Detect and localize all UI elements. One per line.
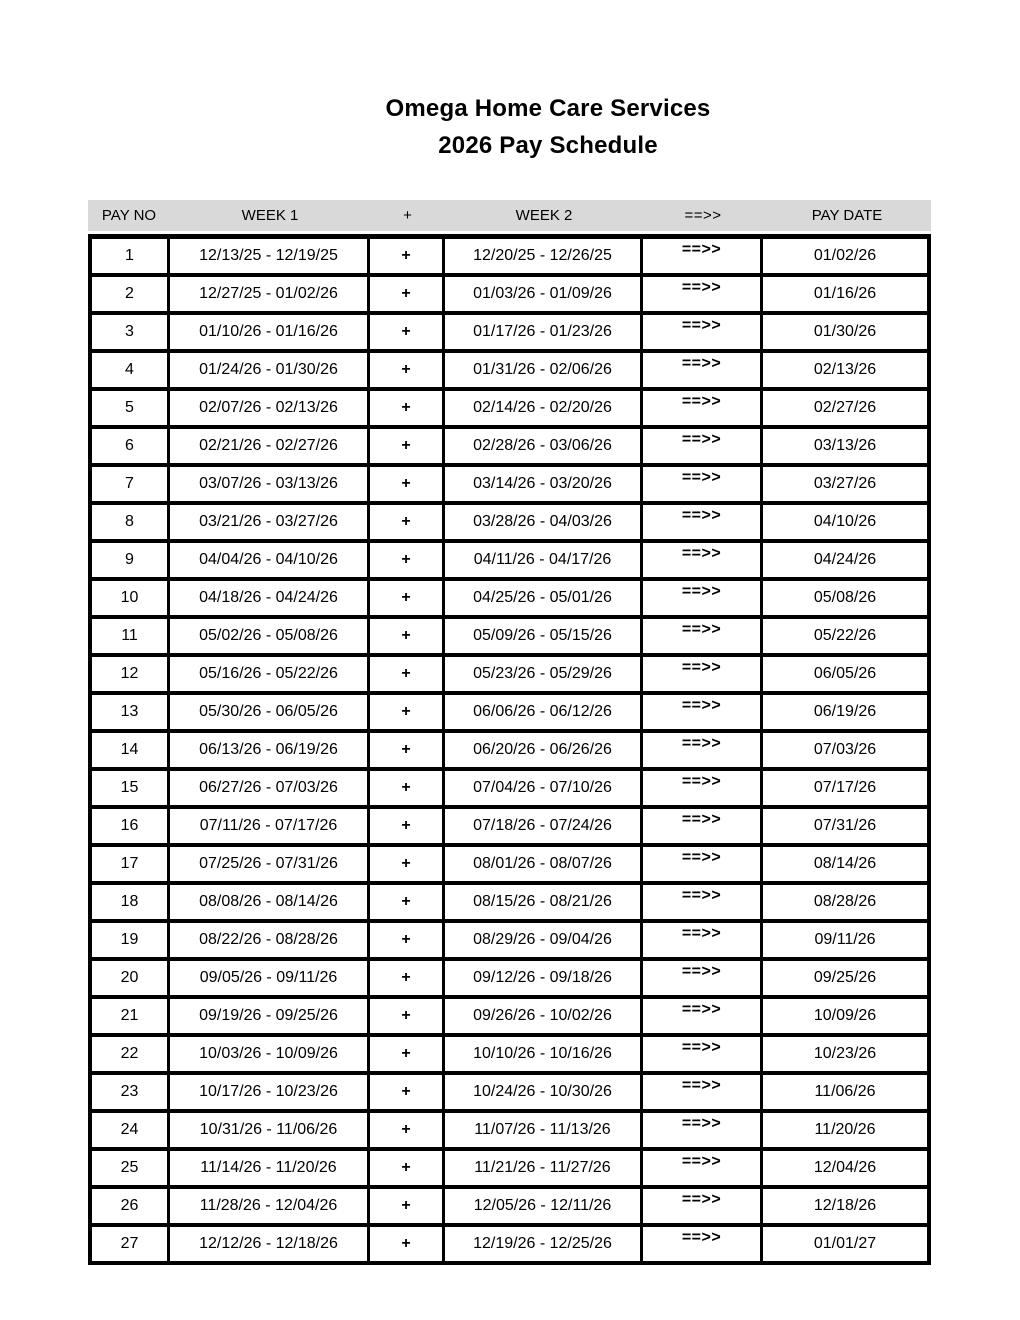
week2-cell: 06/06/26 - 06/12/26	[445, 695, 643, 733]
week1-cell: 10/31/26 - 11/06/26	[170, 1113, 370, 1151]
arrow-cell: ==>>	[643, 847, 763, 885]
week1-cell: 04/18/26 - 04/24/26	[170, 581, 370, 619]
week1-cell: 05/16/26 - 05/22/26	[170, 657, 370, 695]
table-row	[88, 657, 931, 695]
plus-cell: +	[370, 809, 445, 847]
document-subtitle: 2026 Pay Schedule	[438, 132, 658, 159]
week2-cell: 05/23/26 - 05/29/26	[445, 657, 643, 695]
pay-no-cell: 14	[88, 733, 170, 771]
arrow-cell: ==>>	[643, 467, 763, 505]
table-row	[88, 695, 931, 733]
table-row	[88, 277, 931, 315]
arrow-cell: ==>>	[643, 885, 763, 923]
col-header-plus: +	[370, 200, 445, 234]
plus-cell: +	[370, 543, 445, 581]
week2-cell: 01/03/26 - 01/09/26	[445, 277, 643, 315]
pay-schedule-table	[88, 200, 931, 1265]
plus-cell: +	[370, 353, 445, 391]
table-row	[88, 353, 931, 391]
arrow-cell: ==>>	[643, 1227, 763, 1265]
pay-date-cell: 05/08/26	[763, 581, 931, 619]
table-row	[88, 961, 931, 999]
pay-date-cell: 12/04/26	[763, 1151, 931, 1189]
table-row	[88, 1075, 931, 1113]
arrow-cell: ==>>	[643, 1037, 763, 1075]
pay-date-cell: 04/10/26	[763, 505, 931, 543]
plus-cell: +	[370, 999, 445, 1037]
pay-date-cell: 10/23/26	[763, 1037, 931, 1075]
pay-no-cell: 11	[88, 619, 170, 657]
week1-cell: 09/19/26 - 09/25/26	[170, 999, 370, 1037]
week2-cell: 08/29/26 - 09/04/26	[445, 923, 643, 961]
table-row	[88, 581, 931, 619]
week2-cell: 09/26/26 - 10/02/26	[445, 999, 643, 1037]
plus-cell: +	[370, 429, 445, 467]
arrow-cell: ==>>	[643, 923, 763, 961]
week2-cell: 02/14/26 - 02/20/26	[445, 391, 643, 429]
plus-cell: +	[370, 315, 445, 353]
pay-date-cell: 06/05/26	[763, 657, 931, 695]
arrow-cell: ==>>	[643, 315, 763, 353]
week1-cell: 11/14/26 - 11/20/26	[170, 1151, 370, 1189]
arrow-cell: ==>>	[643, 505, 763, 543]
week2-cell: 08/15/26 - 08/21/26	[445, 885, 643, 923]
col-header-week1: WEEK 1	[170, 200, 370, 234]
arrow-cell: ==>>	[643, 581, 763, 619]
week1-cell: 10/03/26 - 10/09/26	[170, 1037, 370, 1075]
week1-cell: 06/13/26 - 06/19/26	[170, 733, 370, 771]
pay-date-cell: 08/14/26	[763, 847, 931, 885]
pay-no-cell: 9	[88, 543, 170, 581]
pay-no-cell: 26	[88, 1189, 170, 1227]
plus-cell: +	[370, 657, 445, 695]
table-row	[88, 1189, 931, 1227]
week2-cell: 12/19/26 - 12/25/26	[445, 1227, 643, 1265]
arrow-cell: ==>>	[643, 391, 763, 429]
plus-cell: +	[370, 1189, 445, 1227]
week1-cell: 04/04/26 - 04/10/26	[170, 543, 370, 581]
arrow-cell: ==>>	[643, 543, 763, 581]
pay-date-cell: 11/20/26	[763, 1113, 931, 1151]
arrow-cell: ==>>	[643, 277, 763, 315]
plus-cell: +	[370, 1151, 445, 1189]
pay-date-cell: 05/22/26	[763, 619, 931, 657]
pay-no-cell: 22	[88, 1037, 170, 1075]
week2-cell: 03/14/26 - 03/20/26	[445, 467, 643, 505]
plus-cell: +	[370, 505, 445, 543]
table-header-row	[88, 200, 931, 234]
arrow-cell: ==>>	[643, 695, 763, 733]
week1-cell: 11/28/26 - 12/04/26	[170, 1189, 370, 1227]
pay-date-cell: 03/13/26	[763, 429, 931, 467]
table-row	[88, 771, 931, 809]
pay-no-cell: 2	[88, 277, 170, 315]
pay-no-cell: 25	[88, 1151, 170, 1189]
week2-cell: 10/24/26 - 10/30/26	[445, 1075, 643, 1113]
week1-cell: 06/27/26 - 07/03/26	[170, 771, 370, 809]
table-row	[88, 315, 931, 353]
plus-cell: +	[370, 619, 445, 657]
week1-cell: 02/21/26 - 02/27/26	[170, 429, 370, 467]
plus-cell: +	[370, 1113, 445, 1151]
week1-cell: 12/12/26 - 12/18/26	[170, 1227, 370, 1265]
pay-date-cell: 07/17/26	[763, 771, 931, 809]
table-row	[88, 1113, 931, 1151]
pay-date-cell: 02/27/26	[763, 391, 931, 429]
week1-cell: 01/24/26 - 01/30/26	[170, 353, 370, 391]
pay-no-cell: 7	[88, 467, 170, 505]
col-header-pay-date: PAY DATE	[763, 200, 931, 234]
week1-cell: 07/25/26 - 07/31/26	[170, 847, 370, 885]
week2-cell: 03/28/26 - 04/03/26	[445, 505, 643, 543]
table-row	[88, 467, 931, 505]
plus-cell: +	[370, 277, 445, 315]
pay-date-cell: 09/11/26	[763, 923, 931, 961]
pay-date-cell: 04/24/26	[763, 543, 931, 581]
week2-cell: 11/07/26 - 11/13/26	[445, 1113, 643, 1151]
week1-cell: 03/21/26 - 03/27/26	[170, 505, 370, 543]
table-row	[88, 847, 931, 885]
week1-cell: 05/30/26 - 06/05/26	[170, 695, 370, 733]
arrow-cell: ==>>	[643, 1075, 763, 1113]
week2-cell: 12/05/26 - 12/11/26	[445, 1189, 643, 1227]
week1-cell: 12/13/25 - 12/19/25	[170, 234, 370, 277]
week2-cell: 10/10/26 - 10/16/26	[445, 1037, 643, 1075]
plus-cell: +	[370, 847, 445, 885]
plus-cell: +	[370, 1227, 445, 1265]
week2-cell: 05/09/26 - 05/15/26	[445, 619, 643, 657]
table-row	[88, 809, 931, 847]
pay-no-cell: 13	[88, 695, 170, 733]
plus-cell: +	[370, 391, 445, 429]
table-row	[88, 1227, 931, 1265]
arrow-cell: ==>>	[643, 771, 763, 809]
arrow-cell: ==>>	[643, 961, 763, 999]
week2-cell: 12/20/25 - 12/26/25	[445, 234, 643, 277]
pay-no-cell: 12	[88, 657, 170, 695]
table-row	[88, 1037, 931, 1075]
plus-cell: +	[370, 885, 445, 923]
week1-cell: 12/27/25 - 01/02/26	[170, 277, 370, 315]
pay-no-cell: 20	[88, 961, 170, 999]
pay-date-cell: 01/02/26	[763, 234, 931, 277]
week2-cell: 06/20/26 - 06/26/26	[445, 733, 643, 771]
pay-date-cell: 06/19/26	[763, 695, 931, 733]
arrow-cell: ==>>	[643, 234, 763, 277]
table-row	[88, 999, 931, 1037]
week2-cell: 07/18/26 - 07/24/26	[445, 809, 643, 847]
pay-no-cell: 24	[88, 1113, 170, 1151]
pay-no-cell: 5	[88, 391, 170, 429]
plus-cell: +	[370, 771, 445, 809]
pay-no-cell: 6	[88, 429, 170, 467]
week2-cell: 08/01/26 - 08/07/26	[445, 847, 643, 885]
week1-cell: 05/02/26 - 05/08/26	[170, 619, 370, 657]
plus-cell: +	[370, 961, 445, 999]
week1-cell: 02/07/26 - 02/13/26	[170, 391, 370, 429]
plus-cell: +	[370, 467, 445, 505]
week1-cell: 08/22/26 - 08/28/26	[170, 923, 370, 961]
week2-cell: 04/11/26 - 04/17/26	[445, 543, 643, 581]
pay-date-cell: 07/03/26	[763, 733, 931, 771]
week1-cell: 07/11/26 - 07/17/26	[170, 809, 370, 847]
plus-cell: +	[370, 1075, 445, 1113]
plus-cell: +	[370, 695, 445, 733]
arrow-cell: ==>>	[643, 733, 763, 771]
plus-cell: +	[370, 733, 445, 771]
week2-cell: 01/17/26 - 01/23/26	[445, 315, 643, 353]
table-row	[88, 733, 931, 771]
plus-cell: +	[370, 1037, 445, 1075]
pay-date-cell: 01/01/27	[763, 1227, 931, 1265]
table-row	[88, 619, 931, 657]
week2-cell: 01/31/26 - 02/06/26	[445, 353, 643, 391]
pay-no-cell: 17	[88, 847, 170, 885]
pay-no-cell: 23	[88, 1075, 170, 1113]
pay-no-cell: 4	[88, 353, 170, 391]
pay-date-cell: 01/16/26	[763, 277, 931, 315]
week1-cell: 01/10/26 - 01/16/26	[170, 315, 370, 353]
table-row	[88, 543, 931, 581]
week2-cell: 04/25/26 - 05/01/26	[445, 581, 643, 619]
arrow-cell: ==>>	[643, 429, 763, 467]
pay-no-cell: 21	[88, 999, 170, 1037]
table-row	[88, 885, 931, 923]
col-header-week2: WEEK 2	[445, 200, 643, 234]
pay-no-cell: 3	[88, 315, 170, 353]
arrow-cell: ==>>	[643, 999, 763, 1037]
pay-no-cell: 8	[88, 505, 170, 543]
pay-no-cell: 27	[88, 1227, 170, 1265]
arrow-cell: ==>>	[643, 809, 763, 847]
col-header-pay-no: PAY NO	[88, 200, 170, 234]
week1-cell: 08/08/26 - 08/14/26	[170, 885, 370, 923]
table-row	[88, 923, 931, 961]
pay-no-cell: 1	[88, 234, 170, 277]
pay-date-cell: 07/31/26	[763, 809, 931, 847]
week2-cell: 02/28/26 - 03/06/26	[445, 429, 643, 467]
col-header-arrow: ==>>	[643, 200, 763, 234]
arrow-cell: ==>>	[643, 1189, 763, 1227]
week1-cell: 10/17/26 - 10/23/26	[170, 1075, 370, 1113]
week2-cell: 07/04/26 - 07/10/26	[445, 771, 643, 809]
pay-no-cell: 15	[88, 771, 170, 809]
pay-date-cell: 10/09/26	[763, 999, 931, 1037]
pay-date-cell: 01/30/26	[763, 315, 931, 353]
arrow-cell: ==>>	[643, 1113, 763, 1151]
pay-no-cell: 16	[88, 809, 170, 847]
pay-date-cell: 08/28/26	[763, 885, 931, 923]
table-row	[88, 429, 931, 467]
pay-date-cell: 03/27/26	[763, 467, 931, 505]
arrow-cell: ==>>	[643, 1151, 763, 1189]
table-row	[88, 1151, 931, 1189]
week1-cell: 03/07/26 - 03/13/26	[170, 467, 370, 505]
pay-date-cell: 11/06/26	[763, 1075, 931, 1113]
pay-no-cell: 18	[88, 885, 170, 923]
pay-date-cell: 02/13/26	[763, 353, 931, 391]
week1-cell: 09/05/26 - 09/11/26	[170, 961, 370, 999]
plus-cell: +	[370, 923, 445, 961]
week2-cell: 09/12/26 - 09/18/26	[445, 961, 643, 999]
table-row	[88, 505, 931, 543]
plus-cell: +	[370, 581, 445, 619]
table-row	[88, 391, 931, 429]
pay-date-cell: 09/25/26	[763, 961, 931, 999]
arrow-cell: ==>>	[643, 619, 763, 657]
pay-no-cell: 19	[88, 923, 170, 961]
plus-cell: +	[370, 234, 445, 277]
pay-date-cell: 12/18/26	[763, 1189, 931, 1227]
pay-no-cell: 10	[88, 581, 170, 619]
arrow-cell: ==>>	[643, 353, 763, 391]
week2-cell: 11/21/26 - 11/27/26	[445, 1151, 643, 1189]
arrow-cell: ==>>	[643, 657, 763, 695]
table-row	[88, 234, 931, 277]
table-body	[88, 234, 931, 1265]
document-title: Omega Home Care Services	[385, 95, 711, 122]
title-block	[88, 0, 1008, 164]
